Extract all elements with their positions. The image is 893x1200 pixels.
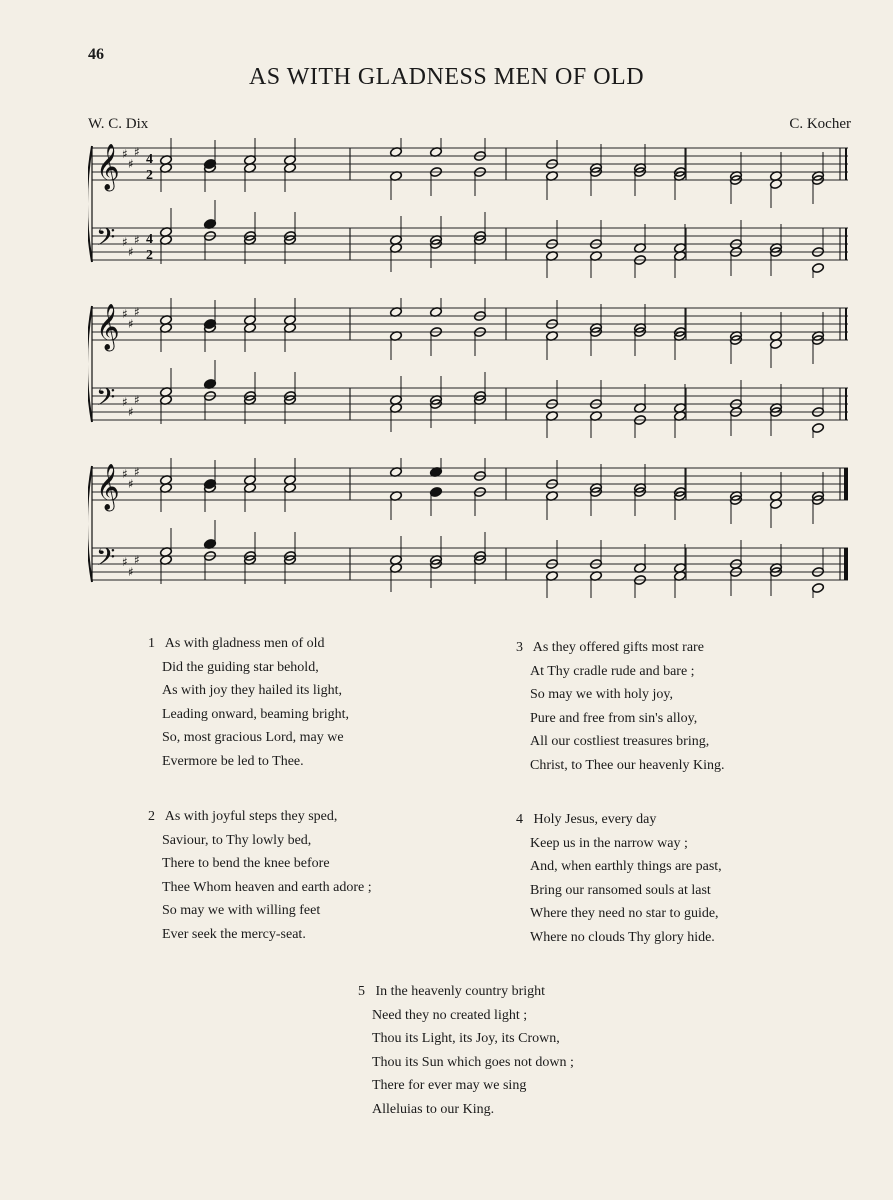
verse-number: 5: [358, 984, 365, 999]
verse-1: 1 As with gladness men of old Did the guiding star behold, As with joy they hailed its light, Leading onward, beaming bright, So, most gracious Lord, may we Evermore be led to Thee.: [148, 632, 349, 773]
time-signature-top: 4: [146, 152, 153, 167]
sharp-icon: ♯: [128, 565, 134, 579]
time-signature-top: 4: [146, 232, 153, 247]
treble-staff: [92, 138, 848, 208]
time-signature-bottom: 2: [146, 248, 153, 263]
page-number: 46: [88, 46, 104, 63]
music-staves-1: [88, 138, 852, 278]
hymn-title: AS WITH GLADNESS MEN OF OLD: [248, 64, 645, 90]
sharp-icon: ♯: [128, 245, 134, 259]
treble-clef-icon: 𝄞: [96, 304, 120, 350]
sharp-icon: ♯: [128, 157, 134, 171]
bass-staff: [92, 200, 848, 278]
staff-group: [88, 138, 848, 278]
treble-clef-icon: 𝄞: [96, 144, 120, 190]
time-signature-bottom: 2: [146, 168, 153, 183]
sharp-icon: ♯: [134, 553, 140, 567]
words-credit: W. C. Dix: [88, 116, 149, 132]
treble-staff: [92, 458, 848, 528]
verse-number: 4: [516, 812, 523, 827]
verse-5: 5 In the heavenly country bright Need they no created light ; Thou its Light, its Joy, its Crown, Thou its Sun which goes not down ; There for ever may we sing Alleluias to our King.: [358, 980, 574, 1121]
music-staves-2: [88, 298, 852, 438]
bass-staff: [92, 360, 848, 438]
sharp-icon: ♯: [134, 393, 140, 407]
music-system-1: [88, 138, 852, 278]
verse-3: 3 As they offered gifts most rare At Thy cradle rude and bare ; So may we with holy joy, Pure and free from sin's alloy, All our costliest treasures bring, Christ, to Thee our heavenly King.: [516, 636, 725, 777]
music-system-3: [88, 458, 852, 598]
bass-clef-icon: 𝄢: [96, 223, 116, 258]
treble-staff: [92, 298, 848, 368]
sharp-icon: ♯: [134, 465, 140, 479]
sharp-icon: ♯: [134, 145, 140, 159]
verse-number: 1: [148, 636, 155, 651]
sharp-icon: ♯: [134, 305, 140, 319]
music-system-2: [88, 298, 852, 438]
sharp-icon: ♯: [122, 395, 128, 409]
music-credit: C. Kocher: [789, 116, 851, 132]
verse-number: 3: [516, 640, 523, 655]
sharp-icon: ♯: [134, 233, 140, 247]
bass-clef-icon: 𝄢: [96, 543, 116, 578]
verse-4: 4 Holy Jesus, every day Keep us in the narrow way ; And, when earthly things are past, Bring our ransomed souls at last Where they need no star to guide, Where no clouds Thy glory hide.: [516, 808, 722, 949]
sharp-icon: ♯: [128, 405, 134, 419]
verse-2: 2 As with joyful steps they sped, Saviour, to Thy lowly bed, There to bend the knee before Thee Whom heaven and earth adore ; So may we with willing feet Ever seek the mercy-seat.: [148, 805, 372, 946]
sharp-icon: ♯: [128, 477, 134, 491]
verse-number: 2: [148, 809, 155, 824]
sharp-icon: ♯: [122, 147, 128, 161]
staff-group: [88, 298, 848, 438]
staff-group: [88, 458, 848, 598]
sharp-icon: ♯: [122, 235, 128, 249]
sharp-icon: ♯: [122, 467, 128, 481]
treble-clef-icon: 𝄞: [96, 464, 120, 510]
sharp-icon: ♯: [128, 317, 134, 331]
music-staves-3: [88, 458, 852, 598]
bass-clef-icon: 𝄢: [96, 383, 116, 418]
bass-staff: [92, 520, 848, 598]
sharp-icon: ♯: [122, 555, 128, 569]
sharp-icon: ♯: [122, 307, 128, 321]
